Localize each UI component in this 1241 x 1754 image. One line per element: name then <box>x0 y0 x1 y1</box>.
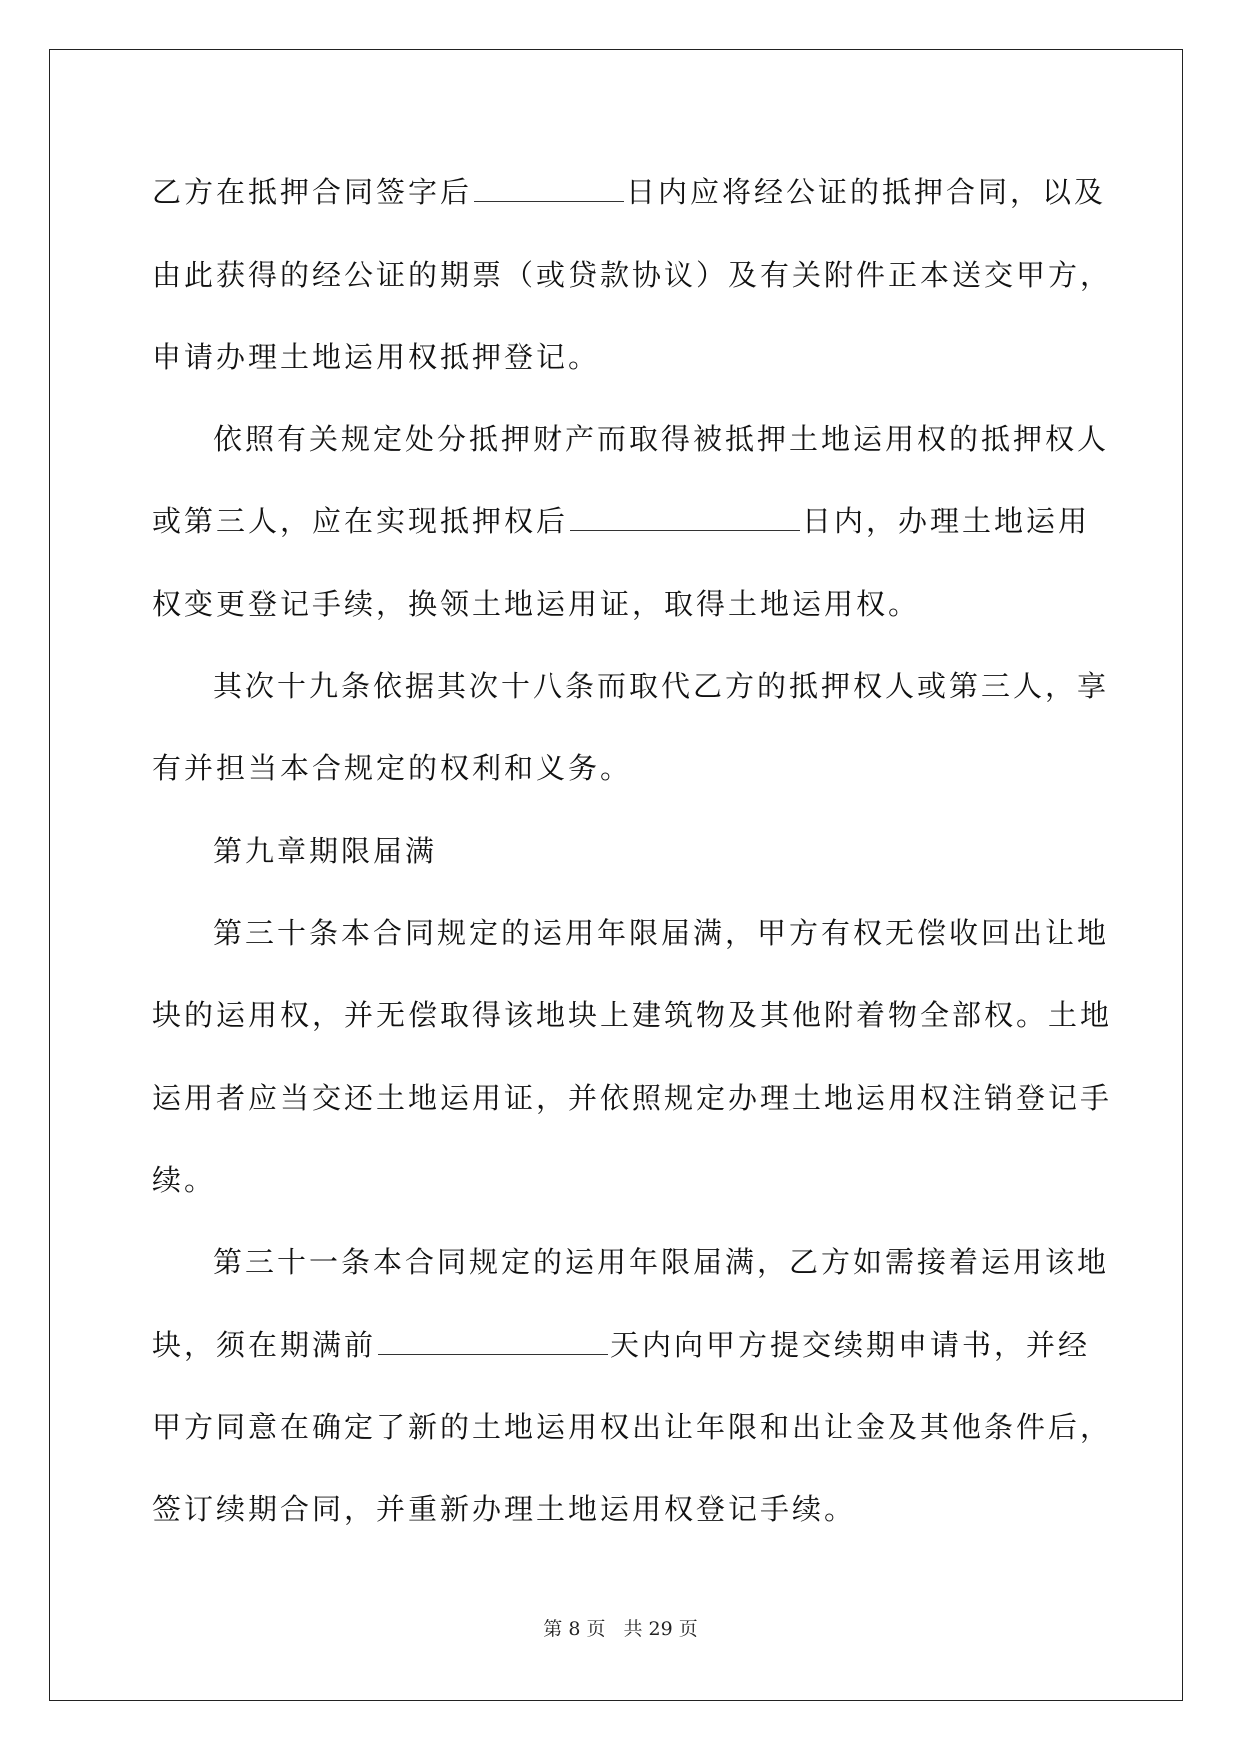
text-line <box>152 1325 1091 1365</box>
text-segment: 天内向甲方提交续期申请书，并经 <box>610 1328 1091 1362</box>
text-line <box>152 172 1107 212</box>
text-line: 依照有关规定处分抵押财产而取得被抵押土地运用权的抵押权人 <box>213 422 1110 456</box>
text-line: 其次十九条依据其次十八条而取代乙方的抵押权人或第三人，享 <box>213 669 1110 703</box>
text-segment: 日内，办理土地运用 <box>802 504 1091 538</box>
text-segment: 或第三人，应在实现抵押权后 <box>152 504 569 538</box>
text-line: 权变更登记手续，换领土地运用证，取得土地运用权。 <box>152 587 921 621</box>
fill-blank <box>474 175 624 202</box>
fill-blank <box>378 1328 608 1355</box>
text-line: 有并担当本合规定的权利和义务。 <box>152 751 633 785</box>
text-line: 续。 <box>152 1163 217 1197</box>
text-line: 第三十一条本合同规定的运用年限届满，乙方如需接着运用该地 <box>213 1245 1110 1279</box>
page-number: 第 8 页 <box>543 1618 606 1640</box>
text-line: 第三十条本合同规定的运用年限届满，甲方有权无偿收回出让地 <box>213 916 1110 950</box>
page-total: 共 29 页 <box>623 1618 698 1640</box>
text-line: 申请办理土地运用权抵押登记。 <box>152 340 601 374</box>
text-segment: 日内应将经公证的抵押合同，以及 <box>626 175 1107 209</box>
fill-blank <box>570 504 800 531</box>
chapter-title: 第九章期限届满 <box>213 834 438 868</box>
text-line: 签订续期合同，并重新办理土地运用权登记手续。 <box>152 1492 857 1526</box>
text-line: 运用者应当交还土地运用证，并依照规定办理土地运用权注销登记手 <box>152 1081 1113 1115</box>
text-line: 甲方同意在确定了新的土地运用权出让年限和出让金及其他条件后， <box>152 1410 1113 1444</box>
text-line <box>152 501 1091 541</box>
page-border <box>49 49 1183 1701</box>
text-line: 块的运用权，并无偿取得该地块上建筑物及其他附着物全部权。土地 <box>152 998 1113 1032</box>
text-segment: 块，须在期满前 <box>152 1328 377 1362</box>
page-footer <box>0 1614 1241 1641</box>
text-segment: 乙方在抵押合同签字后 <box>152 175 473 209</box>
text-line: 由此获得的经公证的期票（或贷款协议）及有关附件正本送交甲方， <box>152 258 1113 292</box>
